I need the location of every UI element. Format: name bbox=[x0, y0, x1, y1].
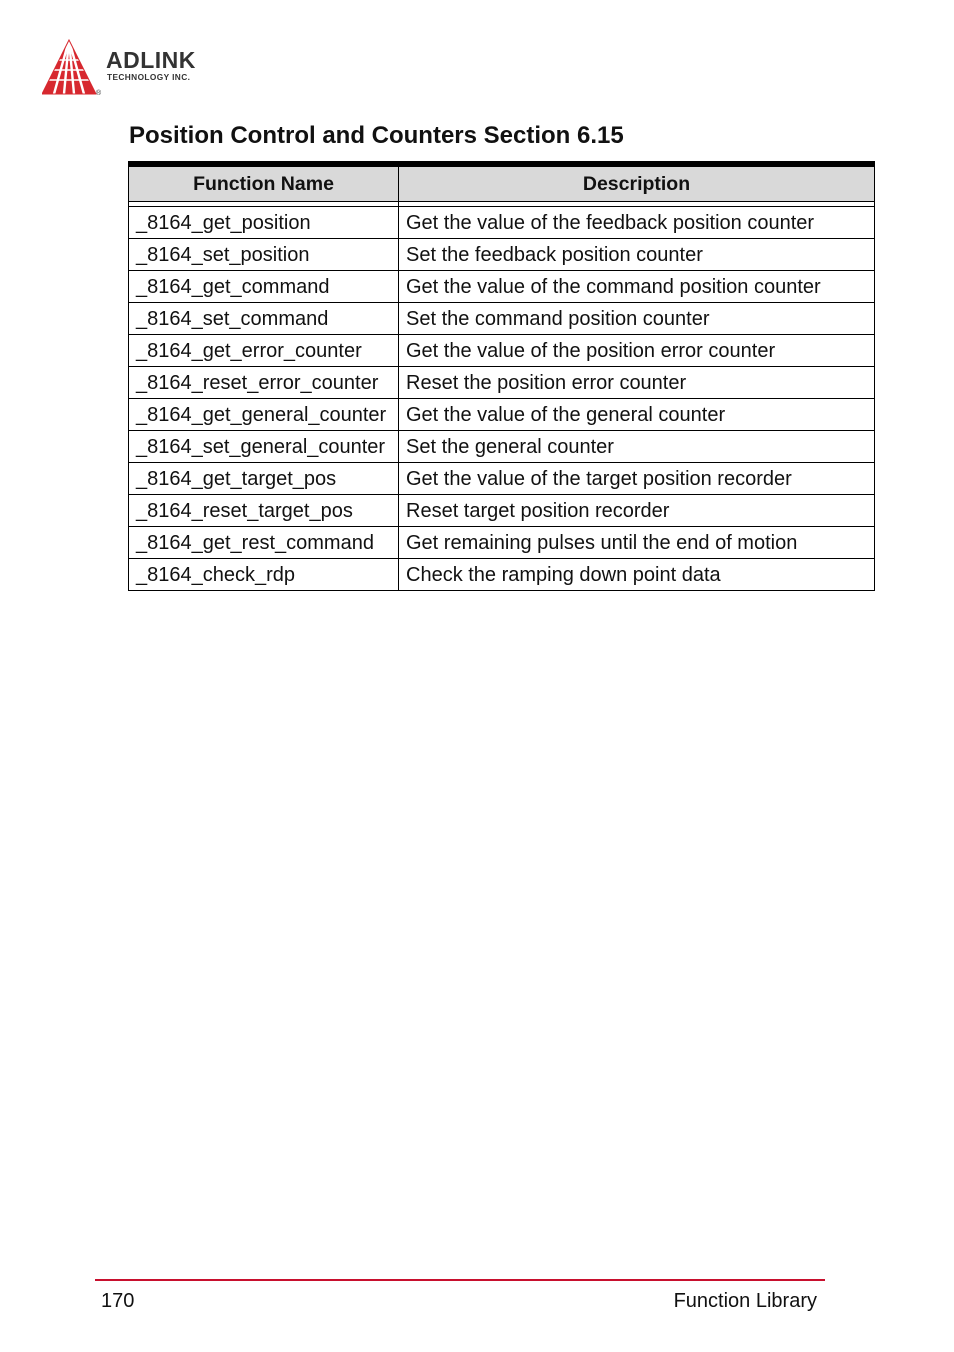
description-cell: Get remaining pulses until the end of motion bbox=[399, 527, 875, 559]
table-row bbox=[129, 239, 875, 271]
description-cell: Reset the position error counter bbox=[399, 367, 875, 399]
function-name-cell: _8164_get_general_counter bbox=[129, 399, 399, 431]
table-row bbox=[129, 399, 875, 431]
function-name-cell: _8164_get_target_pos bbox=[129, 463, 399, 495]
function-name-cell: _8164_get_position bbox=[129, 207, 399, 239]
footer-section-label: Function Library bbox=[673, 1290, 817, 1312]
adlink-triangle-icon bbox=[42, 38, 104, 100]
table-row bbox=[129, 495, 875, 527]
logo-tagline: TECHNOLOGY INC. bbox=[107, 72, 191, 82]
function-name-cell: _8164_reset_target_pos bbox=[129, 495, 399, 527]
description-cell: Get the value of the position error counter bbox=[399, 335, 875, 367]
table-row bbox=[129, 367, 875, 399]
function-name-cell: _8164_get_command bbox=[129, 271, 399, 303]
function-name-cell: _8164_set_position bbox=[129, 239, 399, 271]
registered-mark: ® bbox=[96, 90, 102, 97]
function-name-cell: _8164_set_command bbox=[129, 303, 399, 335]
adlink-logo bbox=[42, 38, 242, 100]
table-row bbox=[129, 559, 875, 591]
description-cell: Reset target position recorder bbox=[399, 495, 875, 527]
column-header-description: Description bbox=[399, 164, 875, 202]
table-row bbox=[129, 271, 875, 303]
description-cell: Set the general counter bbox=[399, 431, 875, 463]
function-name-cell: _8164_set_general_counter bbox=[129, 431, 399, 463]
description-cell: Get the value of the command position counter bbox=[399, 271, 875, 303]
function-table bbox=[128, 161, 875, 591]
table-row bbox=[129, 431, 875, 463]
footer-rule bbox=[95, 1279, 825, 1281]
description-cell: Get the value of the feedback position counter bbox=[399, 207, 875, 239]
table-row bbox=[129, 303, 875, 335]
description-cell: Get the value of the target position recorder bbox=[399, 463, 875, 495]
table-row bbox=[129, 527, 875, 559]
function-name-cell: _8164_check_rdp bbox=[129, 559, 399, 591]
function-name-cell: _8164_get_error_counter bbox=[129, 335, 399, 367]
logo-wordmark: ADLINK bbox=[106, 47, 196, 73]
description-cell: Set the command position counter bbox=[399, 303, 875, 335]
table-row bbox=[129, 463, 875, 495]
column-header-function-name: Function Name bbox=[129, 164, 399, 202]
table-row bbox=[129, 335, 875, 367]
page-number: 170 bbox=[101, 1290, 135, 1312]
description-cell: Get the value of the general counter bbox=[399, 399, 875, 431]
table-row bbox=[129, 207, 875, 239]
function-name-cell: _8164_get_rest_command bbox=[129, 527, 399, 559]
description-cell: Check the ramping down point data bbox=[399, 559, 875, 591]
function-name-cell: _8164_reset_error_counter bbox=[129, 367, 399, 399]
description-cell: Set the feedback position counter bbox=[399, 239, 875, 271]
table-header-row bbox=[129, 164, 875, 202]
section-title: Position Control and Counters Section 6.15 bbox=[129, 122, 624, 149]
